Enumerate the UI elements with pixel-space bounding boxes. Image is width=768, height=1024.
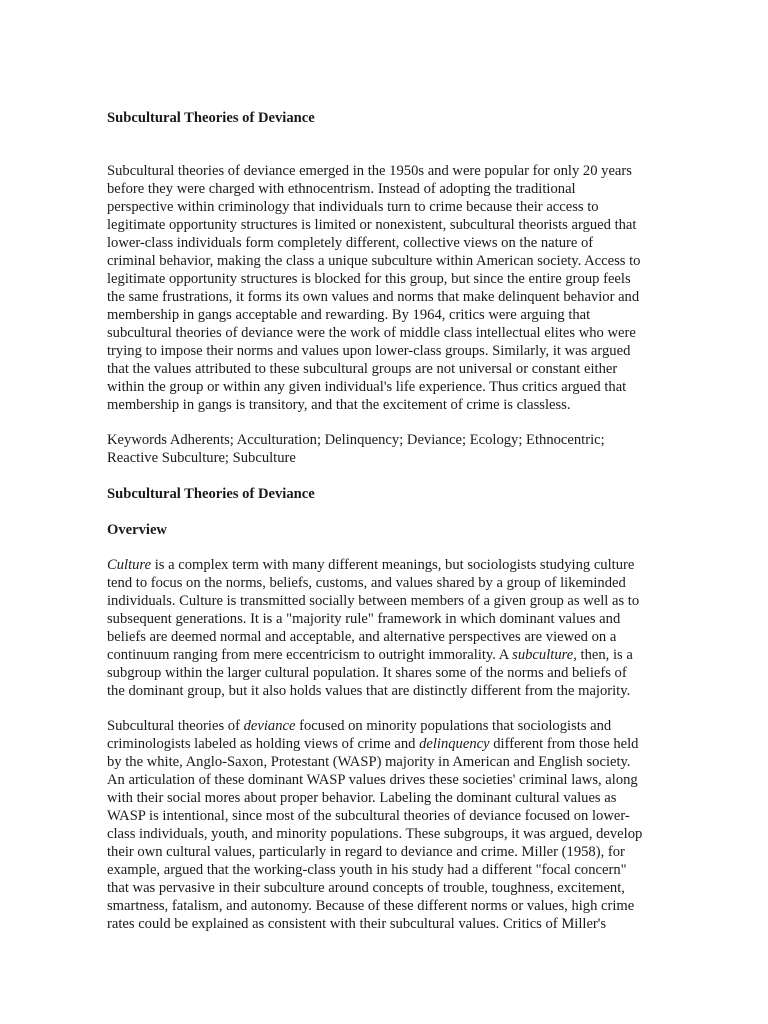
paragraph-line: with their social mores about proper behavior. Labeling the dominant cultural values as [107, 790, 617, 806]
abstract-line: criminal behavior, making the class a unique subculture within American society. Access to [107, 253, 641, 269]
italic-term: delinquency [419, 736, 490, 752]
abstract-line: subcultural theories of deviance were the work of middle class intellectual elites who were [107, 325, 636, 341]
text-run: continuum ranging from mere eccentricism to outright immorality. A [107, 647, 513, 663]
abstract-line: legitimate opportunity structures is limited or nonexistent, subcultural theorists argued that [107, 217, 637, 233]
paragraph-line: individuals. Culture is transmitted socially between members of a given group as well as to [107, 593, 640, 609]
abstract-line: before they were charged with ethnocentrism. Instead of adopting the traditional [107, 181, 576, 197]
abstract-line: lower-class individuals form completely different, collective views on the nature of [107, 235, 594, 251]
abstract-line: Subcultural theories of deviance emerged in the 1950s and were popular for only 20 years [107, 163, 632, 179]
paragraph-line: tend to focus on the norms, beliefs, customs, and values shared by a group of likeminded [107, 575, 626, 591]
text-run: Subcultural theories of [107, 718, 244, 734]
italic-term: deviance [243, 718, 296, 734]
paragraph-line [107, 717, 642, 735]
text-run: is a complex term with many different meanings, but sociologists studying culture [151, 557, 635, 573]
paragraph-line: rates could be explained as consistent with their subcultural values. Critics of Miller's [107, 916, 607, 932]
paragraph-line [107, 646, 639, 664]
keywords-line: Reactive Subculture; Subculture [107, 450, 296, 466]
text-run: criminologists labeled as holding views of crime and [107, 736, 420, 752]
italic-term: Culture [107, 557, 152, 573]
paragraph-line: that was pervasive in their subculture around concepts of trouble, toughness, excitement, [107, 880, 625, 896]
paragraph-line: class individuals, youth, and minority populations. These subgroups, it was argued, develop [107, 826, 643, 842]
text-run: different from those held [489, 736, 639, 752]
overview-heading: Overview [107, 522, 167, 538]
paragraph-line: An articulation of these dominant WASP values drives these societies' criminal laws, along [107, 772, 638, 788]
abstract-line: within the group or within any given individual's life experience. Thus critics argued that [107, 379, 627, 395]
abstract-line: the same frustrations, it forms its own values and norms that make delinquent behavior and [107, 289, 640, 305]
abstract-line: perspective within criminology that individuals turn to crime because their access to [107, 199, 599, 215]
abstract-line: legitimate opportunity structures is blocked for this group, but since the entire group feels [107, 271, 631, 287]
paragraph-line: example, argued that the working-class youth in his study had a different "focal concern" [107, 862, 627, 878]
abstract-paragraph [107, 162, 640, 414]
abstract-line: membership in gangs acceptable and rewarding. By 1964, critics were arguing that [107, 307, 591, 323]
paragraph-line: beliefs are deemed normal and acceptable, and alternative perspectives are viewed on a [107, 629, 617, 645]
subcultural-paragraph [107, 717, 642, 933]
abstract-line: that the values attributed to these subcultural groups are not universal or constant either [107, 361, 618, 377]
abstract-line: membership in gangs is transitory, and that the excitement of crime is classless. [107, 397, 571, 413]
paragraph-line: the dominant group, but it also holds values that are distinctly different from the majority. [107, 683, 631, 699]
paragraph-line: by the white, Anglo-Saxon, Protestant (WASP) majority in American and English society. [107, 754, 631, 770]
paragraph-line [107, 556, 639, 574]
paragraph-line: subsequent generations. It is a "majority rule" framework in which dominant values and [107, 611, 621, 627]
paragraph-line [107, 735, 642, 753]
paragraph-line: subgroup within the larger cultural population. It shares some of the norms and beliefs of [107, 665, 627, 681]
paragraph-line: their own cultural values, particularly in regard to deviance and crime. Miller (1958), for [107, 844, 625, 860]
document-title: Subcultural Theories of Deviance [107, 110, 315, 126]
italic-term: subculture, [512, 647, 577, 663]
paragraph-line: WASP is intentional, since most of the subcultural theories of deviance focused on lower- [107, 808, 630, 824]
text-run: then, is a [576, 647, 633, 663]
text-run: focused on minority populations that sociologists and [295, 718, 612, 734]
keywords-line: Keywords Adherents; Acculturation; Delinquency; Deviance; Ecology; Ethnocentric; [107, 432, 605, 448]
section-title: Subcultural Theories of Deviance [107, 486, 315, 502]
paragraph-line: smartness, fatalism, and autonomy. Because of these different norms or values, high crime [107, 898, 635, 914]
keywords-paragraph [107, 431, 605, 467]
culture-paragraph [107, 556, 639, 700]
abstract-line: trying to impose their norms and values upon lower-class groups. Similarly, it was argued [107, 343, 631, 359]
